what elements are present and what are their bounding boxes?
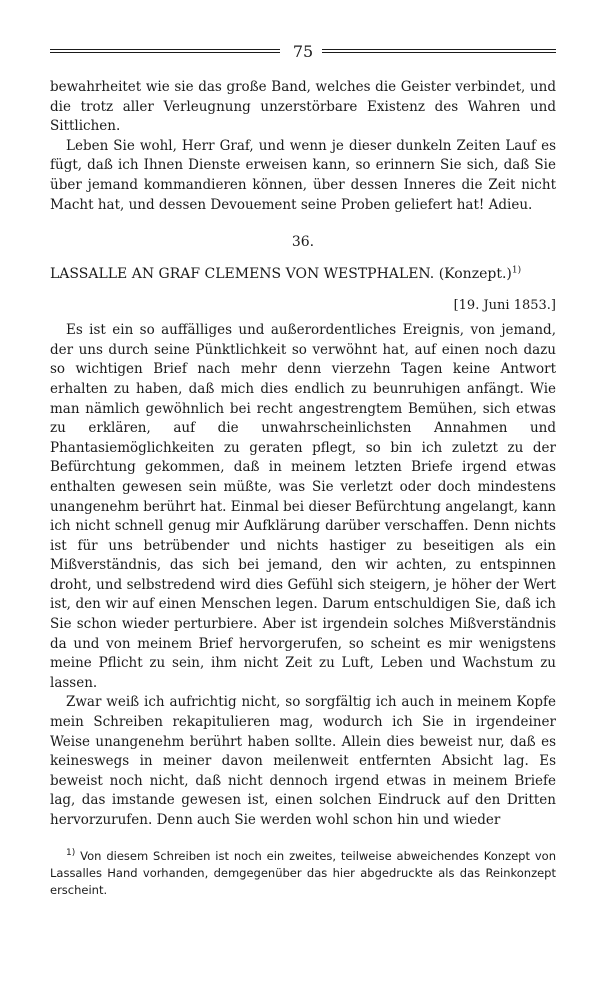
letter-title-note: (Konzept.) [438,266,512,283]
page-body [50,78,556,831]
footnote [50,848,556,899]
page-number: 75 [292,42,314,61]
letter-title: LASSALLE AN GRAF CLEMENS VON WESTPHALEN. [50,266,435,283]
running-header [50,42,556,64]
footnote-text: Von diesem Schreiben ist noch ein zweites, teilweise abweichendes Konzept von Lassalles Hand vorhanden, demgegenüber das hier abgedruckte als das Reinkonzept erscheint. [50,849,556,897]
header-rule-right [322,49,556,55]
letter-paragraph: Zwar weiß ich aufrichtig nicht, so sorgfältig ich auch in meinem Kopfe mein Schreiben rekapitulieren mag, wodurch ich Sie in irgendeiner Weise unangenehm berührt haben sollte. Allein dies beweist nur, daß es keineswegs in meiner davon meilenweit entfernten Absicht lag. Es beweist noch nicht, daß nicht dennoch irgend etwas in meinem Briefe lag, das imstande gewesen ist, einen solchen Eindruck auf den Dritten hervorzurufen. Denn auch Sie werden wohl schon hin und wieder [50,694,556,828]
letter-heading [50,265,556,283]
letter-number: 36. [291,234,315,251]
letter-date: [19. Juni 1853.] [453,298,556,314]
paragraph-continued: bewahrheitet wie sie das große Band, welches die Geister verbindet, und die trotz aller Verleugnung unzerstörbare Existenz des Wahren und Sittlichen. [50,79,556,135]
paragraph-closing: Leben Sie wohl, Herr Graf, und wenn je dieser dunkeln Zeiten Lauf es fügt, daß ich Ihnen Dienste erweisen kann, so erinnern Sie sich, daß Sie über jemand kommandieren können, über dessen Inneres die Zeit nicht Macht hat, und dessen Devouement seine Proben geliefert hat! Adieu. [50,137,556,213]
footnote-reference: 1) [511,265,522,276]
footnote-marker: 1) [66,848,76,859]
letter-paragraph: Es ist ein so auffälliges und außerordentliches Ereignis, von jemand, der uns durch seine Pünktlichkeit so verwöhnt hat, auf einen noch dazu so wichtigen Brief nach mehr denn vierzehn Tagen keine Antwort erhalten zu haben, daß mich dies endlich zu beunruhigen anfängt. Wie man nämlich gewöhnlich bei recht angestrengtem Bemühen, sich etwas zu erklären, auf die unwahrscheinlichsten Annahmen und Phantasiemöglichkeiten zu geraten pflegt, so bin ich zuletzt zu der Befürchtung gekommen, daß in meinem letzten Briefe irgend etwas enthalten gewesen sein müßte, was Sie verletzt oder doch mindestens unangenehm berührt hat. Einmal bei dieser Befürchtung angelangt, kann ich nicht schnell genug mir Aufklärung darüber verschaffen. Denn nichts ist für uns betrübender und nichts hastiger zu beseitigen als ein Mißverständnis, das sich bei jemand, den wir achten, zu entspinnen droht, und selbstredend wird dies Gefühl sich steigern, je höher der Wert ist, den wir auf einen Menschen legen. Darum entschuldigen Sie, daß ich Sie schon wieder perturbiere. Aber ist irgendein solches Mißverständnis da und von meinem Brief hervorgerufen, so scheint es mir wenigstens meine Pflicht zu sein, ihm nicht Zeit zu Luft, Leben und Wachstum zu lassen. [50,322,556,691]
